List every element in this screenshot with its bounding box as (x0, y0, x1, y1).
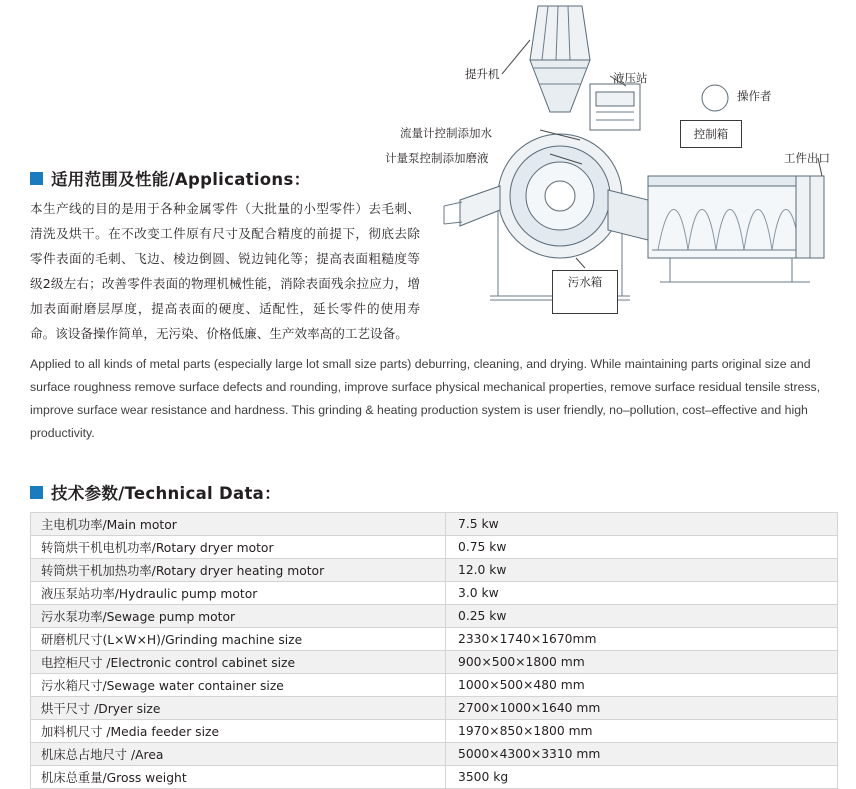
spec-value: 900×500×1800 mm (446, 651, 838, 674)
spec-name: 机床总重量/Gross weight (31, 766, 446, 789)
spec-value: 12.0 kw (446, 559, 838, 582)
blue-square-bullet-icon (30, 172, 43, 185)
technical-data-table (30, 512, 838, 789)
applications-chinese-text: 本生产线的目的是用于各种金属零件（大批量的小型零件）去毛刺、清洗及烘干。在不改变工件原有尺寸及配合精度的前提下，彻底去除零件表面的毛刺、飞边、棱边倒圆、锐边钝化等；提高表面粗糙度等级2级左右；改善零件表面的物理机械性能，消除表面残余拉应力，增加表面耐磨层厚度，提高表面的硬度、适配性，延长零件的使用寿命。该设备操作简单，无污染、价格低廉、生产效率高的工艺设备。 (30, 201, 420, 341)
technical-data-heading-text: 技术参数/Technical Data： (51, 484, 281, 503)
diagram-label-workpiece-outlet: 工件出口 (784, 151, 830, 165)
table-row (31, 582, 838, 605)
table-row (31, 605, 838, 628)
spec-name: 研磨机尺寸(L×W×H)/Grinding machine size (31, 628, 446, 651)
spec-name: 污水箱尺寸/Sewage water container size (31, 674, 446, 697)
diagram-label-operator: 操作者 (737, 89, 772, 103)
spec-value: 1000×500×480 mm (446, 674, 838, 697)
applications-heading (30, 166, 310, 190)
table-row (31, 536, 838, 559)
table-row (31, 559, 838, 582)
diagram-label-hydraulic-station: 液压站 (613, 71, 648, 85)
table-row (31, 513, 838, 536)
applications-english-text: Applied to all kinds of metal parts (especially large lot small size parts) deburring, cleaning, and drying. While maintaining parts original size and surface roughness remove surface defects and rounding, improve surface physical mechanical properties, remove surface residual tensile stress, improve surface wear resistance and hardness. This grinding & heating production system is user friendly, no–pollution, cost–effective and high productivity. (30, 357, 821, 440)
spec-value: 7.5 kw (446, 513, 838, 536)
table-row (31, 743, 838, 766)
spec-value: 1970×850×1800 mm (446, 720, 838, 743)
machine-layout-diagram (385, 0, 856, 340)
spec-value: 3.0 kw (446, 582, 838, 605)
diagram-label-metering-pump: 计量泵控制添加磨液 (385, 151, 489, 165)
table-row (31, 674, 838, 697)
technical-data-heading (30, 480, 281, 504)
table-row (31, 651, 838, 674)
table-row (31, 628, 838, 651)
spec-name: 污水泵功率/Sewage pump motor (31, 605, 446, 628)
diagram-box-sewage-tank-label: 污水箱 (567, 275, 603, 289)
spec-value: 2330×1740×1670mm (446, 628, 838, 651)
spec-value: 3500 kg (446, 766, 838, 789)
spec-name: 液压泵站功率/Hydraulic pump motor (31, 582, 446, 605)
blue-square-bullet-icon (30, 486, 43, 499)
spec-name: 主电机功率/Main motor (31, 513, 446, 536)
spec-name: 烘干尺寸 /Dryer size (31, 697, 446, 720)
spec-name: 转筒烘干机加热功率/Rotary dryer heating motor (31, 559, 446, 582)
table-row (31, 766, 838, 789)
diagram-box-control-cabinet: 控制箱 (680, 120, 742, 148)
technical-data-table-body (31, 513, 838, 789)
spec-value: 5000×4300×3310 mm (446, 743, 838, 766)
spec-value: 0.75 kw (446, 536, 838, 559)
table-row (31, 720, 838, 743)
spec-name: 加料机尺寸 /Media feeder size (31, 720, 446, 743)
applications-heading-text: 适用范围及性能/Applications： (51, 170, 311, 189)
diagram-label-elevator: 提升机 (465, 67, 500, 81)
diagram-box-sewage-tank (552, 270, 618, 314)
table-row (31, 697, 838, 720)
spec-name: 转筒烘干机电机功率/Rotary dryer motor (31, 536, 446, 559)
spec-name: 机床总占地尺寸 /Area (31, 743, 446, 766)
spec-name: 电控柜尺寸 /Electronic control cabinet size (31, 651, 446, 674)
spec-value: 2700×1000×1640 mm (446, 697, 838, 720)
diagram-drawing (430, 0, 856, 340)
diagram-label-water-flow-meter: 流量计控制添加水 (400, 126, 492, 140)
spec-value: 0.25 kw (446, 605, 838, 628)
